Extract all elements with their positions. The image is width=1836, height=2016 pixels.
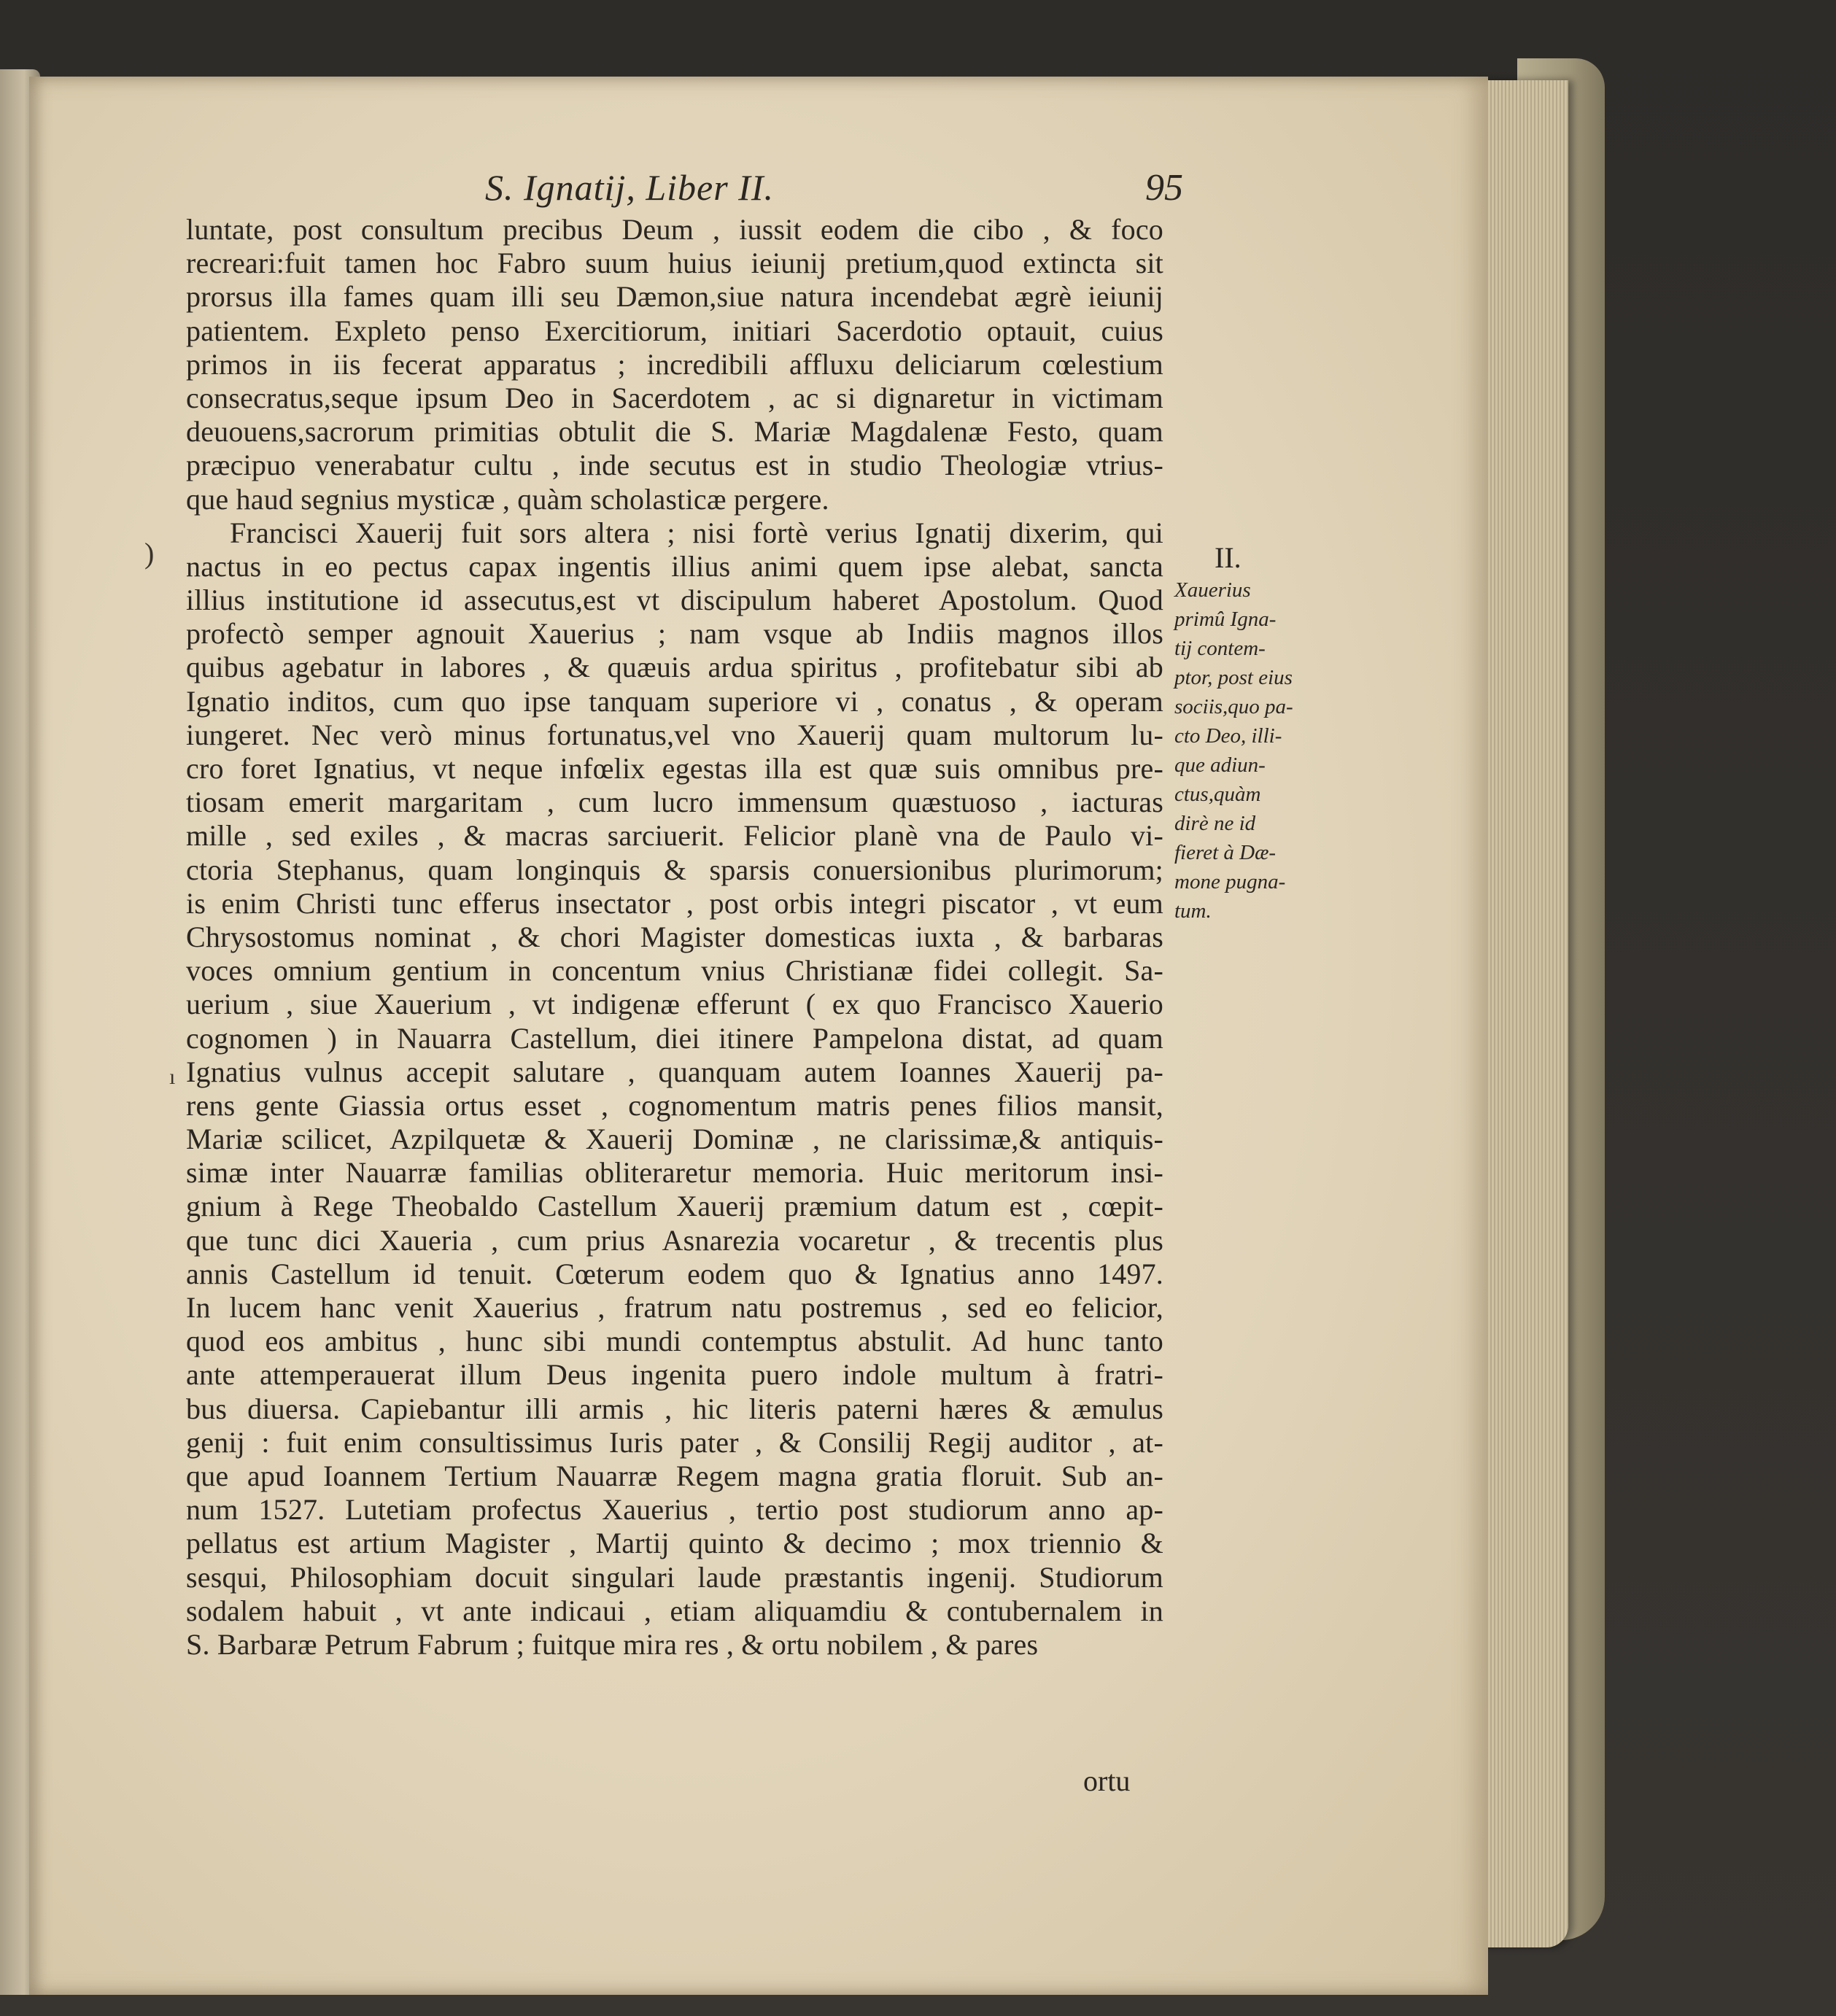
text-line: cro foret Ignatius, vt neque infœlix egestas illa est quæ suis omnibus pre- (186, 752, 1163, 785)
text-line: Chrysostomus nominat , & chori Magister domesticas iuxta , & barbaras (186, 920, 1163, 953)
text-line: præcipuo venerabatur cultu , inde secutus est in studio Theologiæ vtrius- (186, 449, 1163, 482)
marginal-note-line: ctus,quàm (1174, 783, 1261, 806)
marginal-note-line: sociis,quo pa- (1174, 695, 1293, 718)
page-number (0, 166, 1183, 209)
text-line: deuouens,sacrorum primitias obtulit die S. Mariæ Magdalenæ Festo, quam (186, 415, 1163, 449)
marginal-note-line: dirè ne id (1174, 812, 1256, 835)
text-line: bus diuersa. Capiebantur illi armis , hic literis paterni hæres & æmulus (186, 1392, 1163, 1425)
text-line: ctoria Stephanus, quam longinquis & sparsis conuersionibus plurimorum; (186, 853, 1163, 886)
marginal-note-line: mone pugna- (1174, 870, 1286, 893)
text-line: simæ inter Nauarræ familias obliteraretur memoria. Huic meritorum insi- (186, 1156, 1163, 1190)
header-title: S. Ignatij, Liber II. (485, 167, 774, 208)
text-line: voces omnium gentium in concentum vnius Christianæ fidei collegit. Sa- (186, 954, 1163, 988)
text-line: quibus agebatur in labores , & quæuis ardua spiritus , profitebatur sibi ab (186, 651, 1163, 684)
marginal-note-line: Xauerius (1174, 578, 1251, 602)
text-line: uerium , siue Xauerium , vt indigenæ efferunt ( ex quo Francisco Xauerio (186, 988, 1163, 1021)
text-line: rens gente Giassia ortus esset , cognomentum matris penes filios mansit, (186, 1088, 1163, 1122)
text-line: consecratus,seque ipsum Deo in Sacerdotem , ac si dignaretur in victimam (186, 381, 1163, 414)
text-line: cognomen ) in Nauarra Castellum, diei itinere Pampelona distat, ad quam (186, 1021, 1163, 1055)
text-line: que apud Ioannem Tertium Nauarræ Regem magna gratia floruit. Sub an- (186, 1459, 1163, 1492)
marginal-note-line: tum. (1174, 899, 1212, 923)
text-line: is enim Christi tunc efferus insectator , post orbis integri piscator , vt eum (186, 886, 1163, 920)
text-line: luntate, post consultum precibus Deum , iussit eodem die cibo , & foco (186, 213, 1163, 246)
text-line: Ignatius vulnus accepit salutare , quanquam autem Ioannes Xauerij pa- (186, 1055, 1163, 1088)
text-line: quod eos ambitus , hunc sibi mundi contemptus abstulit. Ad hunc tanto (186, 1325, 1163, 1358)
page-number-text: 95 (1145, 167, 1183, 209)
text-line: Ignatio inditos, cum quo ipse tanquam superiore vi , conatus , & operam (186, 684, 1163, 718)
text-line: In lucem hanc venit Xauerius , fratrum natu postremus , sed eo felicior, (186, 1291, 1163, 1324)
text-line: patientem. Expleto penso Exercitiorum, initiari Sacerdotio optauit, cuius (186, 314, 1163, 347)
text-line: que tunc dici Xaueria , cum prius Asnarezia vocaretur , & trecentis plus (186, 1223, 1163, 1257)
text-line: num 1527. Lutetiam profectus Xauerius , tertio post studiorum anno ap- (186, 1493, 1163, 1527)
marginal-note-line: fieret à Dæ- (1174, 841, 1277, 864)
text-line: Francisci Xauerij fuit sors altera ; nisi fortè verius Ignatij dixerim, qui (230, 516, 1163, 549)
margin-tick-mark: ı (169, 1065, 176, 1089)
marginal-note-line: que adiun- (1174, 753, 1266, 777)
text-line: Mariæ scilicet, Azpilquetæ & Xauerij Dominæ , ne clarissimæ,& antiquis- (186, 1123, 1163, 1156)
text-line: gnium à Rege Theobaldo Castellum Xauerij præmium datum est , cœpit- (186, 1190, 1163, 1223)
marginal-note-line: primû Igna- (1174, 608, 1277, 631)
body-text (186, 213, 1163, 1662)
text-line: recreari:fuit tamen hoc Fabro suum huius ieiunij pretium,quod extincta sit (186, 247, 1163, 280)
marginal-note-line: ptor, post eius (1174, 666, 1293, 689)
text-line: prorsus illa fames quam illi seu Dæmon,siue natura incendebat ægrè ieiunij (186, 280, 1163, 314)
text-line: pellatus est artium Magister , Martij quinto & decimo ; mox triennio & (186, 1527, 1163, 1560)
catchword: ortu (1083, 1764, 1131, 1797)
text-line: que haud segnius mysticæ , quàm scholasticæ pergere. (186, 482, 829, 516)
marginal-note-line: tij contem- (1174, 637, 1266, 660)
margin-bracket-mark: ) (144, 537, 155, 570)
text-line: nactus in eo pectus capax ingentis illius animi quem ipse alebat, sancta (186, 549, 1163, 583)
text-line: iungeret. Nec verò minus fortunatus,vel vno Xauerij quam multorum lu- (186, 718, 1163, 751)
text-line: primos in iis fecerat apparatus ; incredibili affluxu deliciarum cœlestium (186, 347, 1163, 381)
text-line: S. Barbaræ Petrum Fabrum ; fuitque mira res , & ortu nobilem , & pares (186, 1627, 1039, 1661)
marginal-note-text (1174, 575, 1331, 926)
text-line: mille , sed exiles , & macras sarciuerit. Felicior planè vna de Paulo vi- (186, 819, 1163, 853)
marginal-note-line: cto Deo, illi- (1174, 724, 1282, 748)
text-line: annis Castellum id tenuit. Cœterum eodem quo & Ignatius anno 1497. (186, 1257, 1163, 1290)
text-line: genij : fuit enim consultissimus Iuris pater , & Consilij Regij auditor , at- (186, 1425, 1163, 1459)
text-line: sodalem habuit , vt ante indicaui , etiam aliquamdiu & contubernalem in (186, 1594, 1163, 1627)
marginal-note-number: II. (1215, 541, 1242, 574)
text-line: sesqui, Philosophiam docuit singulari laude præstantis ingenij. Studiorum (186, 1560, 1163, 1594)
text-line: illius institutione id assecutus,est vt discipulum haberet Apostolum. Quod (186, 584, 1163, 617)
text-line: ante attemperauerat illum Deus ingenita puero indole multum à fratri- (186, 1358, 1163, 1392)
text-line: tiosam emerit margaritam , cum lucro immensum quæstuoso , iacturas (186, 786, 1163, 819)
marginal-note (1174, 540, 1331, 926)
text-line: profectò semper agnouit Xauerius ; nam vsque ab Indiis magnos illos (186, 617, 1163, 651)
